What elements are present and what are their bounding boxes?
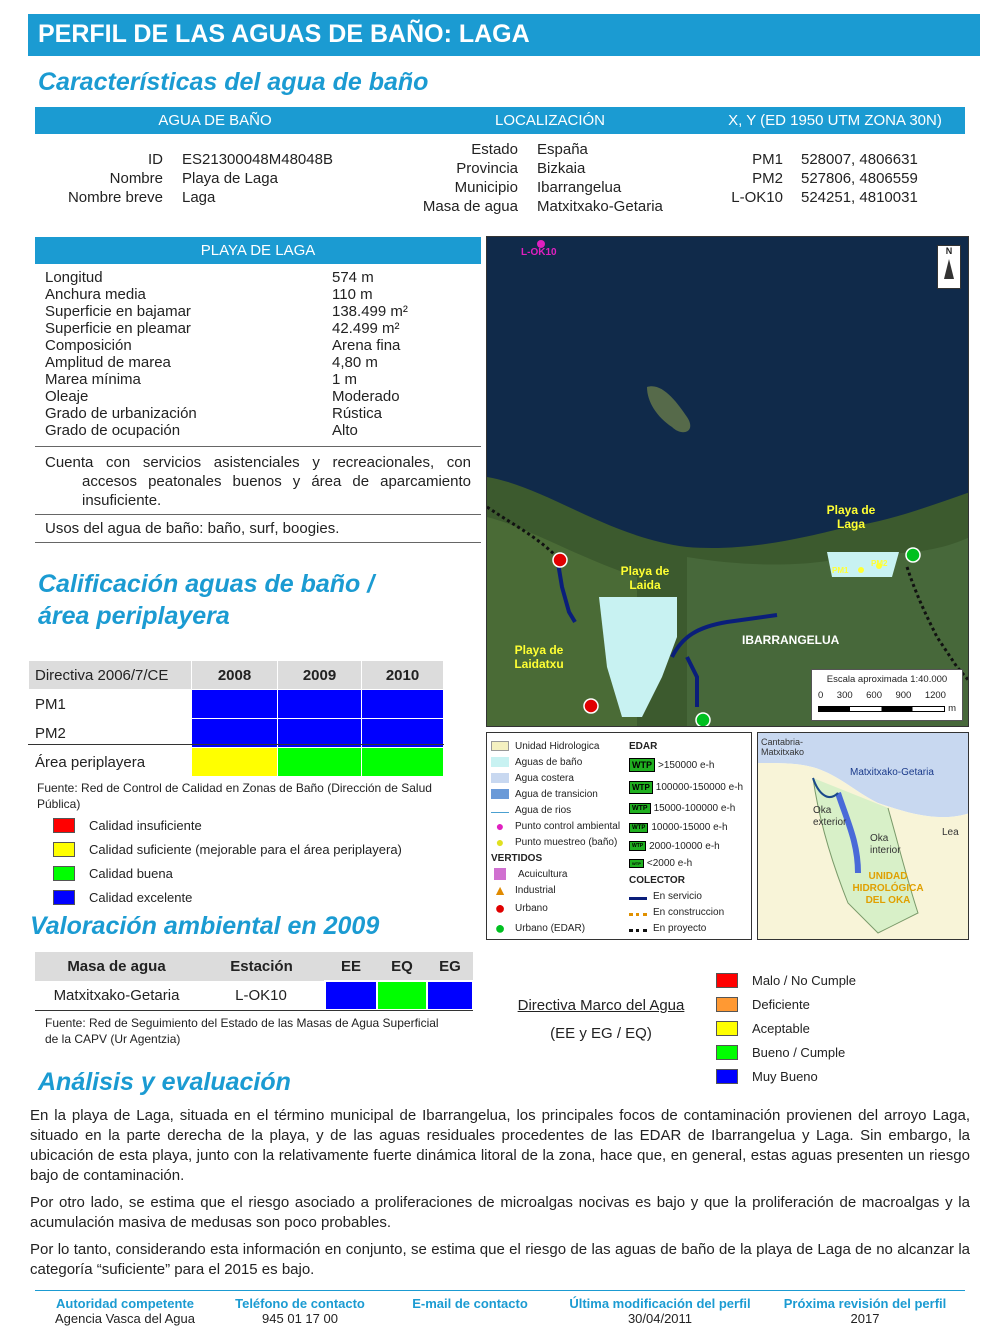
map-legend-item [629, 818, 749, 837]
header-localizacion: LOCALIZACIÓN [494, 112, 606, 129]
loc-row [390, 140, 700, 159]
colector-title: COLECTOR [629, 874, 685, 886]
coord-row [705, 188, 965, 207]
section-caracteristicas: Características del agua de baño [38, 68, 429, 96]
footer-heading: Autoridad competente [56, 1296, 194, 1311]
coord-label: L-OK10 [731, 189, 783, 206]
map-legend-item [629, 904, 749, 920]
map-legend-item [491, 898, 629, 918]
prop-value: 110 m [332, 286, 373, 303]
map-legend-left [491, 738, 629, 938]
section-valoracion: Valoración ambiental en 2009 [30, 912, 380, 940]
inset-label-cantabria-line2: Matxitxako [761, 747, 805, 757]
prop-label: Grado de urbanización [45, 405, 197, 422]
footer-col [385, 1296, 555, 1326]
prop-row [45, 405, 475, 422]
map-legend-item [491, 738, 629, 754]
valoracion-legend [716, 968, 856, 1088]
prop-label: Marea mínima [45, 371, 141, 388]
agua-row [40, 188, 370, 207]
map-legend-label: Acuicultura [518, 868, 568, 880]
legend-label: Calidad insuficiente [89, 817, 202, 833]
playa-usos: Usos del agua de baño: baño, surf, boogies. [45, 520, 340, 537]
map-label-laga [823, 503, 879, 531]
wtp-icon: WTP [629, 841, 646, 851]
legend-swatch [716, 1045, 738, 1060]
footer-heading: Teléfono de contacto [235, 1296, 365, 1311]
footer-col [215, 1296, 385, 1326]
map-legend-item [491, 770, 629, 786]
map-legend-item [629, 855, 749, 872]
loc-label: Municipio [454, 179, 518, 196]
footer-col [35, 1296, 215, 1326]
prop-label: Anchura media [45, 286, 146, 303]
map-legend-item [491, 866, 629, 882]
river-water-icon [491, 807, 509, 813]
cal-row-label: Área periplayera [29, 748, 192, 777]
map-legend-label: <2000 e-h [646, 858, 693, 869]
prop-label: Oleaje [45, 388, 89, 405]
analisis-paragraph: Por otro lado, se estima que el riesgo asociado a proliferaciones de microalgas nocivas es bajo y que la proliferación de macroalgas y la acumulación masiva de medusas son poco probables. [30, 1194, 970, 1231]
inset-label-oka-int-line1: Oka [870, 833, 889, 844]
bathing-water-icon [491, 757, 509, 767]
map-legend-label: 2000-10000 e-h [649, 840, 720, 852]
map-legend-right [629, 738, 749, 936]
val-estacion: L-OK10 [235, 986, 287, 1004]
loc-label: Masa de agua [422, 198, 518, 215]
map-legend-item [629, 754, 749, 776]
prop-row [45, 320, 475, 337]
dma-block [490, 997, 712, 1042]
agua-label: Nombre [109, 170, 163, 187]
agua-label: ID [148, 151, 163, 168]
loc-value: España [537, 141, 588, 158]
north-arrow-icon [937, 245, 961, 289]
val-row [35, 981, 473, 1010]
map-label-lok10: L-OK10 [521, 247, 557, 258]
prop-value: 4,80 m [332, 354, 378, 371]
loc-value: Ibarrangelua [537, 179, 622, 196]
map-legend-item [629, 837, 749, 855]
map-legend-label: >150000 e-h [658, 759, 715, 771]
valoracion-table [35, 952, 474, 1011]
inset-label-oka-ext-line2: exterior [813, 817, 847, 828]
footer-heading: Próxima revisión del perfil [783, 1296, 947, 1311]
map-label-ibarrangelua: IBARRANGELUA [742, 633, 840, 647]
map-label-laida-line1: Playa de [620, 564, 670, 578]
map-label-laga-line1: Playa de [826, 503, 876, 517]
page-title: PERFIL DE LAS AGUAS DE BAÑO: LAGA [28, 14, 980, 56]
prop-value: 574 m [332, 269, 374, 286]
cal-row-label: PM1 [29, 690, 192, 719]
cal-header-row [29, 661, 444, 690]
coords-info [705, 150, 965, 207]
cal-row-label: PM2 [29, 719, 192, 748]
wtp-icon: WTP [629, 781, 653, 794]
vertidos-title: VERTIDOS [491, 852, 543, 864]
inset-label-unidad-line3: DEL OKA [865, 895, 911, 906]
loc-row [390, 178, 700, 197]
divider [35, 1010, 473, 1011]
map-legend-label: Aguas de baño [515, 756, 583, 768]
agua-label: Nombre breve [67, 189, 163, 206]
wtp-icon: WTP [629, 758, 655, 772]
playa-header: PLAYA DE LAGA [35, 237, 481, 264]
cal-header-directiva: Directiva 2006/7/CE [29, 661, 192, 690]
legend-label: Malo / No Cumple [752, 972, 857, 988]
pm1-marker [858, 567, 864, 573]
legend-item [716, 992, 856, 1016]
section-calificacion-line1: Calificación aguas de baño / [38, 570, 375, 598]
location-map[interactable] [486, 236, 969, 727]
scale-tick: 1200 [924, 690, 946, 701]
map-legend-label: En servicio [653, 890, 702, 902]
control-point-icon: ● [495, 818, 505, 834]
loc-value: Bizkaia [537, 160, 586, 177]
cal-cell [362, 690, 444, 719]
map-label-laidatxu-line1: Playa de [514, 643, 564, 657]
map-legend-item [629, 798, 749, 818]
val-header: EQ [391, 957, 413, 975]
map-legend-label: Unidad Hidrologica [515, 740, 600, 752]
divider [28, 744, 444, 745]
map-legend-label: En construccion [653, 906, 725, 918]
inset-map[interactable] [757, 732, 969, 940]
legend-swatch [716, 973, 738, 988]
cal-cell [362, 748, 444, 777]
map-legend-item [491, 818, 629, 834]
map-legend-label: En proyecto [653, 922, 707, 934]
loc-label: Estado [471, 141, 518, 158]
urban-icon: ● [494, 898, 506, 918]
loc-label: Provincia [456, 160, 518, 177]
dma-title: Directiva Marco del Agua [517, 997, 685, 1014]
localizacion-info [390, 140, 700, 216]
section-analisis: Análisis y evaluación [38, 1068, 291, 1096]
wtp-icon: WTP [629, 859, 644, 868]
scale-tick: 900 [895, 690, 912, 701]
legend-swatch [53, 890, 75, 905]
prop-row [45, 422, 475, 439]
footer-heading: Última modificación del perfil [569, 1296, 751, 1311]
dma-subtitle: (EE y EG / EQ) [550, 1025, 652, 1042]
prop-label: Composición [45, 337, 132, 354]
header-coords: X, Y (ED 1950 UTM ZONA 30N) [728, 112, 942, 129]
wtp-icon: WTP [629, 823, 648, 833]
cal-year: 2008 [192, 661, 278, 690]
agua-value: Playa de Laga [182, 170, 278, 187]
val-header: Masa de agua [67, 958, 166, 975]
agua-row [40, 169, 370, 188]
footer-col [555, 1296, 765, 1326]
legend-swatch [716, 1069, 738, 1084]
legend-item [716, 1040, 856, 1064]
prop-value: 42.499 m² [332, 320, 400, 337]
map-legend-label: Agua de transicion [515, 788, 598, 800]
map-legend-item [491, 918, 629, 938]
edar-marker [696, 713, 710, 727]
legend-label: Muy Bueno [752, 1068, 818, 1084]
map-label-pm2: PM2 [871, 559, 888, 568]
divider [35, 542, 481, 543]
legend-item [716, 1064, 856, 1088]
footer-col [765, 1296, 965, 1326]
inset-label-unidad-line2: HIDROLÓGICA [852, 883, 924, 894]
map-label-laga-line2: Laga [836, 517, 865, 531]
map-legend-label: 100000-150000 e-h [655, 781, 744, 793]
footer-divider [35, 1290, 965, 1291]
map-label-laida [615, 564, 675, 592]
prop-value: Rústica [332, 405, 383, 422]
header-agua: AGUA DE BAÑO [158, 112, 272, 129]
cal-cell [278, 748, 362, 777]
legend-swatch [53, 818, 75, 833]
map-legend-item [491, 754, 629, 770]
scale-unit: m [948, 703, 956, 714]
prop-value: Moderado [332, 388, 400, 405]
prop-label: Longitud [45, 269, 103, 286]
calificacion-legend [53, 813, 402, 909]
map-legend-label: Urbano [515, 902, 548, 914]
map-legend-label: Punto control ambiental [515, 820, 621, 832]
map-legend-label: Industrial [515, 884, 556, 896]
urban-edar-icon: ● [494, 918, 506, 938]
section-calificacion-line2: área periplayera [38, 602, 230, 630]
map-legend-item [491, 882, 629, 898]
legend-label: Calidad suficiente (mejorable para el área periplayera) [89, 841, 402, 857]
north-arrow-shape [944, 259, 954, 279]
legend-item [53, 861, 402, 885]
footer-value: 945 01 17 00 [262, 1311, 338, 1326]
prop-row [45, 269, 475, 286]
coord-row [705, 169, 965, 188]
calificacion-table [28, 660, 444, 777]
map-label-laida-line2: Laida [629, 578, 661, 592]
inset-map-canvas [758, 733, 969, 940]
edar-marker [553, 553, 567, 567]
inset-label-oka-int [870, 833, 901, 857]
cal-year: 2009 [278, 661, 362, 690]
prop-value: Arena fina [332, 337, 401, 354]
map-legend-item [491, 802, 629, 818]
legend-swatch [53, 842, 75, 857]
inset-label-matx: Matxitxako-Getaria [850, 767, 934, 778]
coord-label: PM2 [752, 170, 783, 187]
agua-value: Laga [182, 189, 216, 206]
val-cell-eg [427, 981, 473, 1010]
edar-marker [584, 699, 598, 713]
coord-value: 527806, 4806559 [801, 170, 918, 187]
loc-row [390, 159, 700, 178]
prop-label: Grado de ocupación [45, 422, 181, 439]
analisis-text [30, 1106, 970, 1280]
val-cell-ee [325, 981, 377, 1010]
coord-label: PM1 [752, 151, 783, 168]
collector-service-icon [629, 893, 647, 900]
val-header: Estación [230, 958, 293, 975]
cal-year: 2010 [362, 661, 444, 690]
industrial-icon: ▲ [493, 882, 507, 898]
north-label: N [945, 246, 953, 256]
prop-row [45, 337, 475, 354]
prop-label: Superficie en bajamar [45, 303, 191, 320]
map-legend-label: Punto muestreo (baño) [515, 836, 618, 848]
cal-cell [278, 690, 362, 719]
scale-tick: 600 [866, 690, 882, 701]
legend-label: Calidad excelente [89, 889, 193, 905]
prop-label: Amplitud de marea [45, 354, 171, 371]
transition-water-icon [491, 789, 509, 799]
map-legend-label: 15000-100000 e-h [653, 802, 736, 814]
inset-label-oka-ext [813, 805, 846, 829]
map-legend-item [491, 786, 629, 802]
inset-label-oka-int-line2: interior [870, 845, 901, 856]
wtp-icon: WTP [629, 803, 651, 814]
agua-info [40, 150, 370, 207]
footer [35, 1296, 965, 1326]
map-label-laidatxu [507, 643, 571, 671]
playa-props [45, 269, 475, 439]
footer-value: 2017 [850, 1311, 880, 1326]
coord-value: 524251, 4810031 [801, 189, 918, 206]
legend-label: Bueno / Cumple [752, 1044, 846, 1060]
map-legend-label: Agua de rios [515, 804, 572, 816]
agua-row [40, 150, 370, 169]
coord-row [705, 150, 965, 169]
inset-label-lea: Lea [942, 827, 959, 838]
divider [35, 514, 481, 515]
hydro-unit-icon [491, 741, 509, 751]
legend-item [716, 1016, 856, 1040]
cal-row [29, 748, 444, 777]
legend-label: Aceptable [752, 1020, 810, 1036]
legend-item [53, 813, 402, 837]
scale-tick: 0 [818, 690, 824, 701]
legend-label: Deficiente [752, 996, 810, 1012]
coastal-water-icon [491, 773, 509, 783]
legend-label: Calidad buena [89, 865, 173, 881]
inset-label-cantabria [761, 737, 804, 757]
prop-label: Superficie en pleamar [45, 320, 191, 337]
scale-tick: 300 [836, 690, 853, 701]
edar-title: EDAR [629, 740, 658, 752]
info-header-bar [35, 107, 965, 134]
cal-row [29, 690, 444, 719]
val-masa: Matxitxako-Getaria [53, 986, 180, 1004]
sampling-point-icon: ● [495, 834, 505, 850]
cal-cell [192, 690, 278, 719]
collector-project-icon [629, 925, 647, 932]
legend-swatch [716, 997, 738, 1012]
map-label-laidatxu-line2: Laidatxu [514, 657, 564, 671]
aquaculture-icon [494, 868, 506, 880]
edar-marker [906, 548, 920, 562]
val-header: EG [439, 957, 461, 975]
legend-item [53, 885, 402, 909]
scale-bar-row [818, 703, 956, 714]
map-legend-item [629, 776, 749, 798]
prop-row [45, 388, 475, 405]
inset-label-oka-ext-line1: Oka [813, 805, 832, 816]
legend-swatch [53, 866, 75, 881]
map-label-pm1: PM1 [832, 566, 849, 575]
prop-value: Alto [332, 422, 358, 439]
loc-row [390, 197, 700, 216]
map-legend-label: 10000-15000 e-h [651, 822, 728, 833]
val-header-row [35, 952, 473, 981]
prop-row [45, 286, 475, 303]
scale-title: Escala aproximada 1:40.000 [826, 674, 948, 685]
footer-value: 30/04/2011 [627, 1311, 693, 1326]
map-legend-label: Urbano (EDAR) [515, 922, 586, 934]
map-legend-item [629, 920, 749, 936]
inset-label-cantabria-line1: Cantabria- [761, 737, 804, 747]
prop-value: 138.499 m² [332, 303, 408, 320]
collector-construction-icon [629, 909, 647, 916]
inset-label-unidad-line1: UNIDAD [868, 871, 908, 882]
map-legend-item [629, 888, 749, 904]
agua-value: ES21300048M48048B [182, 151, 333, 168]
map-legend [486, 732, 752, 940]
prop-value: 1 m [332, 371, 358, 388]
loc-value: Matxitxako-Getaria [537, 198, 663, 215]
prop-row [45, 303, 475, 320]
valoracion-fuente: Fuente: Red de Seguimiento del Estado de las Masas de Agua Superficial de la CAPV (Ur Agentzia) [45, 1016, 439, 1046]
val-header: EE [340, 957, 361, 975]
analisis-paragraph: En la playa de Laga, situada en el término municipal de Ibarrangelua, los principales focos de contaminación provienen del arroyo Laga, situado en la parte derecha de la playa, y de las aguas residuales procedentes de las EDAR de Ibarrangelua y Laga. Sin embargo, la ubicación de esta playa, junto con la relativamente fuerte dinámica litoral de la zona, hace que, en general, estas aguas presenten un riesgo bajo de contaminación. [30, 1107, 970, 1184]
prop-row [45, 354, 475, 371]
footer-heading: E-mail de contacto [412, 1296, 528, 1311]
playa-servicios: Cuenta con servicios asistenciales y recreacionales, con accesos peatonales buenos y área de aparcamiento insuficiente. [45, 454, 471, 509]
legend-swatch [716, 1021, 738, 1036]
legend-item [716, 968, 856, 992]
analisis-paragraph: Por lo tanto, considerando esta información en conjunto, se estima que el riesgo de las aguas de baño de la playa de Laga de no alcanzar la categoría “suficiente” para el 2015 es bajo. [30, 1241, 970, 1278]
section-calificacion [38, 568, 374, 632]
prop-row [45, 371, 475, 388]
legend-item [53, 837, 402, 861]
inset-label-unidad [838, 871, 938, 907]
map-legend-item [491, 834, 629, 850]
map-legend-label: Agua costera [515, 772, 574, 784]
scale-bar [811, 669, 963, 721]
scale-ticks [818, 690, 946, 701]
scale-bar-graphic [818, 706, 945, 712]
divider [35, 446, 481, 447]
cal-cell [192, 748, 278, 777]
footer-value: Agencia Vasca del Agua [55, 1311, 195, 1326]
coord-value: 528007, 4806631 [801, 151, 918, 168]
val-cell-eq [377, 981, 427, 1010]
calificacion-fuente: Fuente: Red de Control de Calidad en Zonas de Baño (Dirección de Salud Pública) [37, 781, 432, 811]
